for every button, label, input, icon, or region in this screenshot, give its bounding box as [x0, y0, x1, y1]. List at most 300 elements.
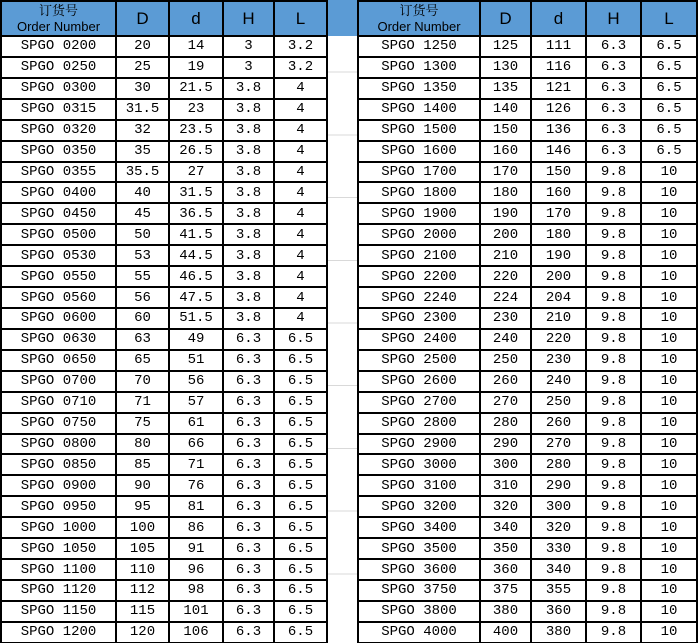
value-cell: 6.5: [641, 99, 697, 120]
value-cell: 6.3: [223, 454, 274, 475]
order-number-cell: SPGO 2200: [358, 266, 480, 287]
order-header-zh: 订货号: [38, 2, 78, 18]
value-cell: 270: [531, 434, 586, 455]
value-cell: 6.5: [274, 371, 327, 392]
order-number-cell: SPGO 2800: [358, 413, 480, 434]
order-header-en: Order Number: [16, 18, 101, 34]
value-cell: 130: [480, 57, 531, 78]
value-cell: 350: [480, 538, 531, 559]
value-cell: 106: [169, 622, 223, 643]
value-cell: 3.8: [223, 120, 274, 141]
value-cell: 9.8: [586, 601, 641, 622]
value-cell: 46.5: [169, 266, 223, 287]
value-cell: 10: [641, 392, 697, 413]
value-cell: 10: [641, 580, 697, 601]
value-cell: 23.5: [169, 120, 223, 141]
value-cell: 10: [641, 266, 697, 287]
value-cell: 180: [480, 182, 531, 203]
value-cell: 6.3: [586, 120, 641, 141]
value-cell: 101: [169, 601, 223, 622]
order-number-cell: SPGO 1000: [1, 517, 116, 538]
value-cell: 27: [169, 162, 223, 183]
table-row: [358, 496, 697, 517]
value-cell: 146: [531, 141, 586, 162]
value-cell: 220: [480, 266, 531, 287]
value-cell: 3: [223, 36, 274, 57]
value-cell: 9.8: [586, 580, 641, 601]
order-number-cell: SPGO 0630: [1, 329, 116, 350]
spec-table-right: [357, 0, 698, 643]
value-cell: 6.3: [586, 36, 641, 57]
value-cell: 30: [116, 78, 169, 99]
value-cell: 126: [531, 99, 586, 120]
value-cell: 9.8: [586, 392, 641, 413]
value-cell: 180: [531, 224, 586, 245]
column-header-H: H: [586, 1, 641, 36]
order-number-cell: SPGO 1350: [358, 78, 480, 99]
value-cell: 45: [116, 203, 169, 224]
value-cell: 6.5: [274, 329, 327, 350]
value-cell: 6.3: [223, 371, 274, 392]
value-cell: 115: [116, 601, 169, 622]
table-row: [358, 266, 697, 287]
value-cell: 380: [480, 601, 531, 622]
value-cell: 10: [641, 308, 697, 329]
value-cell: 6.5: [274, 538, 327, 559]
value-cell: 40: [116, 182, 169, 203]
table-row: [1, 308, 327, 329]
value-cell: 32: [116, 120, 169, 141]
value-cell: 220: [531, 329, 586, 350]
order-number-cell: SPGO 3100: [358, 475, 480, 496]
value-cell: 9.8: [586, 538, 641, 559]
table-row: [1, 622, 327, 643]
order-number-cell: SPGO 1200: [1, 622, 116, 643]
order-number-cell: SPGO 0200: [1, 36, 116, 57]
table-row: [358, 371, 697, 392]
value-cell: 4: [274, 141, 327, 162]
value-cell: 136: [531, 120, 586, 141]
value-cell: 110: [116, 559, 169, 580]
column-header-d: d: [531, 1, 586, 36]
value-cell: 10: [641, 601, 697, 622]
value-cell: 31.5: [169, 182, 223, 203]
value-cell: 10: [641, 203, 697, 224]
value-cell: 6.5: [274, 434, 327, 455]
table-row: [1, 413, 327, 434]
value-cell: 320: [480, 496, 531, 517]
value-cell: 98: [169, 580, 223, 601]
value-cell: 6.5: [274, 392, 327, 413]
table-row: [1, 224, 327, 245]
table-row: [1, 371, 327, 392]
value-cell: 53: [116, 245, 169, 266]
value-cell: 9.8: [586, 224, 641, 245]
table-row: [358, 454, 697, 475]
order-number-cell: SPGO 1120: [1, 580, 116, 601]
order-number-cell: SPGO 0850: [1, 454, 116, 475]
value-cell: 111: [531, 36, 586, 57]
value-cell: 200: [531, 266, 586, 287]
value-cell: 250: [531, 392, 586, 413]
order-number-cell: SPGO 3600: [358, 559, 480, 580]
value-cell: 6.3: [586, 141, 641, 162]
gap-gridlines: [328, 36, 357, 643]
order-number-cell: SPGO 0900: [1, 475, 116, 496]
value-cell: 4: [274, 245, 327, 266]
order-number-cell: SPGO 2600: [358, 371, 480, 392]
value-cell: 3.8: [223, 287, 274, 308]
column-header-H: H: [223, 1, 274, 36]
table-row: [358, 538, 697, 559]
order-number-cell: SPGO 0500: [1, 224, 116, 245]
value-cell: 63: [116, 329, 169, 350]
value-cell: 51: [169, 350, 223, 371]
table-row: [358, 392, 697, 413]
order-number-cell: SPGO 0750: [1, 413, 116, 434]
order-number-cell: SPGO 1600: [358, 141, 480, 162]
table-row: [358, 78, 697, 99]
value-cell: 10: [641, 496, 697, 517]
value-cell: 4: [274, 99, 327, 120]
value-cell: 21.5: [169, 78, 223, 99]
value-cell: 55: [116, 266, 169, 287]
order-number-cell: SPGO 1050: [1, 538, 116, 559]
table-row: [358, 120, 697, 141]
order-number-cell: SPGO 2400: [358, 329, 480, 350]
value-cell: 6.3: [223, 559, 274, 580]
table-row: [358, 517, 697, 538]
table-row: [358, 224, 697, 245]
value-cell: 4: [274, 266, 327, 287]
value-cell: 6.3: [223, 496, 274, 517]
value-cell: 3.8: [223, 162, 274, 183]
value-cell: 3.2: [274, 57, 327, 78]
value-cell: 160: [480, 141, 531, 162]
order-number-cell: SPGO 0710: [1, 392, 116, 413]
order-number-cell: SPGO 0650: [1, 350, 116, 371]
value-cell: 10: [641, 454, 697, 475]
value-cell: 26.5: [169, 141, 223, 162]
value-cell: 290: [480, 434, 531, 455]
value-cell: 19: [169, 57, 223, 78]
table-row: [1, 329, 327, 350]
value-cell: 6.3: [223, 413, 274, 434]
value-cell: 9.8: [586, 266, 641, 287]
table-row: [1, 517, 327, 538]
value-cell: 6.5: [274, 496, 327, 517]
value-cell: 6.5: [274, 580, 327, 601]
value-cell: 3.8: [223, 224, 274, 245]
value-cell: 121: [531, 78, 586, 99]
value-cell: 61: [169, 413, 223, 434]
value-cell: 9.8: [586, 559, 641, 580]
value-cell: 35.5: [116, 162, 169, 183]
value-cell: 9.8: [586, 203, 641, 224]
value-cell: 91: [169, 538, 223, 559]
value-cell: 360: [531, 601, 586, 622]
value-cell: 6.5: [641, 36, 697, 57]
order-number-cell: SPGO 4000: [358, 622, 480, 643]
value-cell: 20: [116, 36, 169, 57]
value-cell: 6.3: [223, 538, 274, 559]
value-cell: 60: [116, 308, 169, 329]
value-cell: 280: [480, 413, 531, 434]
value-cell: 3.2: [274, 36, 327, 57]
order-number-cell: SPGO 0950: [1, 496, 116, 517]
order-number-cell: SPGO 0530: [1, 245, 116, 266]
table-body-left: [1, 36, 327, 643]
value-cell: 44.5: [169, 245, 223, 266]
value-cell: 300: [480, 454, 531, 475]
table-row: [1, 182, 327, 203]
value-cell: 4: [274, 78, 327, 99]
value-cell: 6.5: [274, 413, 327, 434]
order-number-cell: SPGO 2500: [358, 350, 480, 371]
value-cell: 9.8: [586, 434, 641, 455]
value-cell: 6.3: [586, 57, 641, 78]
value-cell: 9.8: [586, 622, 641, 643]
value-cell: 200: [480, 224, 531, 245]
value-cell: 50: [116, 224, 169, 245]
order-number-cell: SPGO 1250: [358, 36, 480, 57]
value-cell: 10: [641, 287, 697, 308]
order-number-header: [358, 1, 480, 36]
value-cell: 6.3: [586, 99, 641, 120]
table-row: [1, 120, 327, 141]
value-cell: 375: [480, 580, 531, 601]
value-cell: 135: [480, 78, 531, 99]
value-cell: 36.5: [169, 203, 223, 224]
value-cell: 4: [274, 203, 327, 224]
value-cell: 230: [480, 308, 531, 329]
table-row: [1, 57, 327, 78]
value-cell: 6.3: [223, 329, 274, 350]
value-cell: 3.8: [223, 141, 274, 162]
table-row: [1, 350, 327, 371]
table-row: [1, 538, 327, 559]
sheet-gap-column: [328, 0, 357, 643]
table-row: [358, 559, 697, 580]
value-cell: 140: [480, 99, 531, 120]
order-number-cell: SPGO 0315: [1, 99, 116, 120]
value-cell: 6.5: [641, 57, 697, 78]
column-header-D: D: [116, 1, 169, 36]
value-cell: 10: [641, 475, 697, 496]
value-cell: 240: [480, 329, 531, 350]
value-cell: 120: [116, 622, 169, 643]
order-number-cell: SPGO 3500: [358, 538, 480, 559]
value-cell: 6.5: [274, 559, 327, 580]
table-row: [358, 350, 697, 371]
value-cell: 400: [480, 622, 531, 643]
value-cell: 224: [480, 287, 531, 308]
value-cell: 3.8: [223, 245, 274, 266]
value-cell: 6.5: [641, 120, 697, 141]
table-row: [1, 99, 327, 120]
value-cell: 10: [641, 224, 697, 245]
order-number-cell: SPGO 2240: [358, 287, 480, 308]
value-cell: 6.5: [274, 475, 327, 496]
order-number-cell: SPGO 1300: [358, 57, 480, 78]
value-cell: 9.8: [586, 245, 641, 266]
table-row: [1, 475, 327, 496]
value-cell: 9.8: [586, 329, 641, 350]
value-cell: 70: [116, 371, 169, 392]
value-cell: 3.8: [223, 182, 274, 203]
table-row: [358, 162, 697, 183]
value-cell: 65: [116, 350, 169, 371]
value-cell: 150: [531, 162, 586, 183]
value-cell: 56: [169, 371, 223, 392]
order-number-cell: SPGO 1100: [1, 559, 116, 580]
value-cell: 6.3: [223, 350, 274, 371]
value-cell: 150: [480, 120, 531, 141]
value-cell: 56: [116, 287, 169, 308]
table-row: [1, 78, 327, 99]
value-cell: 9.8: [586, 475, 641, 496]
value-cell: 10: [641, 182, 697, 203]
value-cell: 190: [480, 203, 531, 224]
value-cell: 125: [480, 36, 531, 57]
table-row: [1, 203, 327, 224]
value-cell: 47.5: [169, 287, 223, 308]
column-header-D: D: [480, 1, 531, 36]
value-cell: 96: [169, 559, 223, 580]
value-cell: 3.8: [223, 99, 274, 120]
value-cell: 10: [641, 434, 697, 455]
order-number-cell: SPGO 3800: [358, 601, 480, 622]
order-number-cell: SPGO 0700: [1, 371, 116, 392]
value-cell: 31.5: [116, 99, 169, 120]
value-cell: 6.5: [274, 517, 327, 538]
table-row: [1, 36, 327, 57]
order-number-cell: SPGO 1700: [358, 162, 480, 183]
value-cell: 310: [480, 475, 531, 496]
value-cell: 6.5: [274, 622, 327, 643]
table-row: [1, 287, 327, 308]
order-number-cell: SPGO 2900: [358, 434, 480, 455]
value-cell: 10: [641, 371, 697, 392]
table-row: [358, 36, 697, 57]
header-row: [358, 1, 697, 36]
value-cell: 6.5: [641, 141, 697, 162]
value-cell: 4: [274, 287, 327, 308]
column-header-L: L: [641, 1, 697, 36]
table-row: [358, 57, 697, 78]
value-cell: 10: [641, 245, 697, 266]
order-number-cell: SPGO 3000: [358, 454, 480, 475]
value-cell: 4: [274, 162, 327, 183]
value-cell: 240: [531, 371, 586, 392]
table-row: [358, 434, 697, 455]
value-cell: 260: [480, 371, 531, 392]
value-cell: 3: [223, 57, 274, 78]
value-cell: 90: [116, 475, 169, 496]
order-number-cell: SPGO 3400: [358, 517, 480, 538]
value-cell: 3.8: [223, 308, 274, 329]
value-cell: 4: [274, 308, 327, 329]
column-header-L: L: [274, 1, 327, 36]
order-number-header: [1, 1, 116, 36]
value-cell: 75: [116, 413, 169, 434]
value-cell: 270: [480, 392, 531, 413]
value-cell: 170: [531, 203, 586, 224]
value-cell: 4: [274, 182, 327, 203]
table-row: [1, 434, 327, 455]
order-number-cell: SPGO 0350: [1, 141, 116, 162]
value-cell: 210: [531, 308, 586, 329]
value-cell: 190: [531, 245, 586, 266]
order-number-cell: SPGO 1400: [358, 99, 480, 120]
table-row: [358, 413, 697, 434]
value-cell: 6.3: [223, 392, 274, 413]
value-cell: 100: [116, 517, 169, 538]
order-header-zh: 订货号: [399, 2, 439, 18]
table-row: [358, 475, 697, 496]
order-number-cell: SPGO 1800: [358, 182, 480, 203]
table-row: [358, 182, 697, 203]
value-cell: 66: [169, 434, 223, 455]
value-cell: 95: [116, 496, 169, 517]
table-header-right: [358, 1, 697, 36]
value-cell: 9.8: [586, 182, 641, 203]
value-cell: 71: [169, 454, 223, 475]
value-cell: 9.8: [586, 162, 641, 183]
value-cell: 280: [531, 454, 586, 475]
value-cell: 10: [641, 517, 697, 538]
value-cell: 230: [531, 350, 586, 371]
table-row: [1, 141, 327, 162]
value-cell: 9.8: [586, 287, 641, 308]
value-cell: 6.5: [274, 454, 327, 475]
value-cell: 80: [116, 434, 169, 455]
order-number-cell: SPGO 0450: [1, 203, 116, 224]
table-row: [1, 162, 327, 183]
value-cell: 6.5: [641, 78, 697, 99]
value-cell: 6.3: [223, 517, 274, 538]
table-header-left: [1, 1, 327, 36]
table-row: [1, 496, 327, 517]
value-cell: 355: [531, 580, 586, 601]
table-row: [358, 141, 697, 162]
header-row: [1, 1, 327, 36]
value-cell: 6.3: [586, 78, 641, 99]
value-cell: 10: [641, 162, 697, 183]
value-cell: 10: [641, 559, 697, 580]
table-row: [358, 601, 697, 622]
table-row: [358, 329, 697, 350]
value-cell: 10: [641, 329, 697, 350]
value-cell: 10: [641, 413, 697, 434]
value-cell: 81: [169, 496, 223, 517]
value-cell: 3.8: [223, 78, 274, 99]
value-cell: 6.3: [223, 475, 274, 496]
value-cell: 6.3: [223, 580, 274, 601]
value-cell: 10: [641, 622, 697, 643]
value-cell: 23: [169, 99, 223, 120]
order-number-cell: SPGO 0800: [1, 434, 116, 455]
value-cell: 10: [641, 538, 697, 559]
value-cell: 3.8: [223, 266, 274, 287]
value-cell: 210: [480, 245, 531, 266]
value-cell: 71: [116, 392, 169, 413]
order-number-cell: SPGO 0320: [1, 120, 116, 141]
table-row: [358, 308, 697, 329]
value-cell: 6.5: [274, 350, 327, 371]
value-cell: 260: [531, 413, 586, 434]
value-cell: 9.8: [586, 496, 641, 517]
